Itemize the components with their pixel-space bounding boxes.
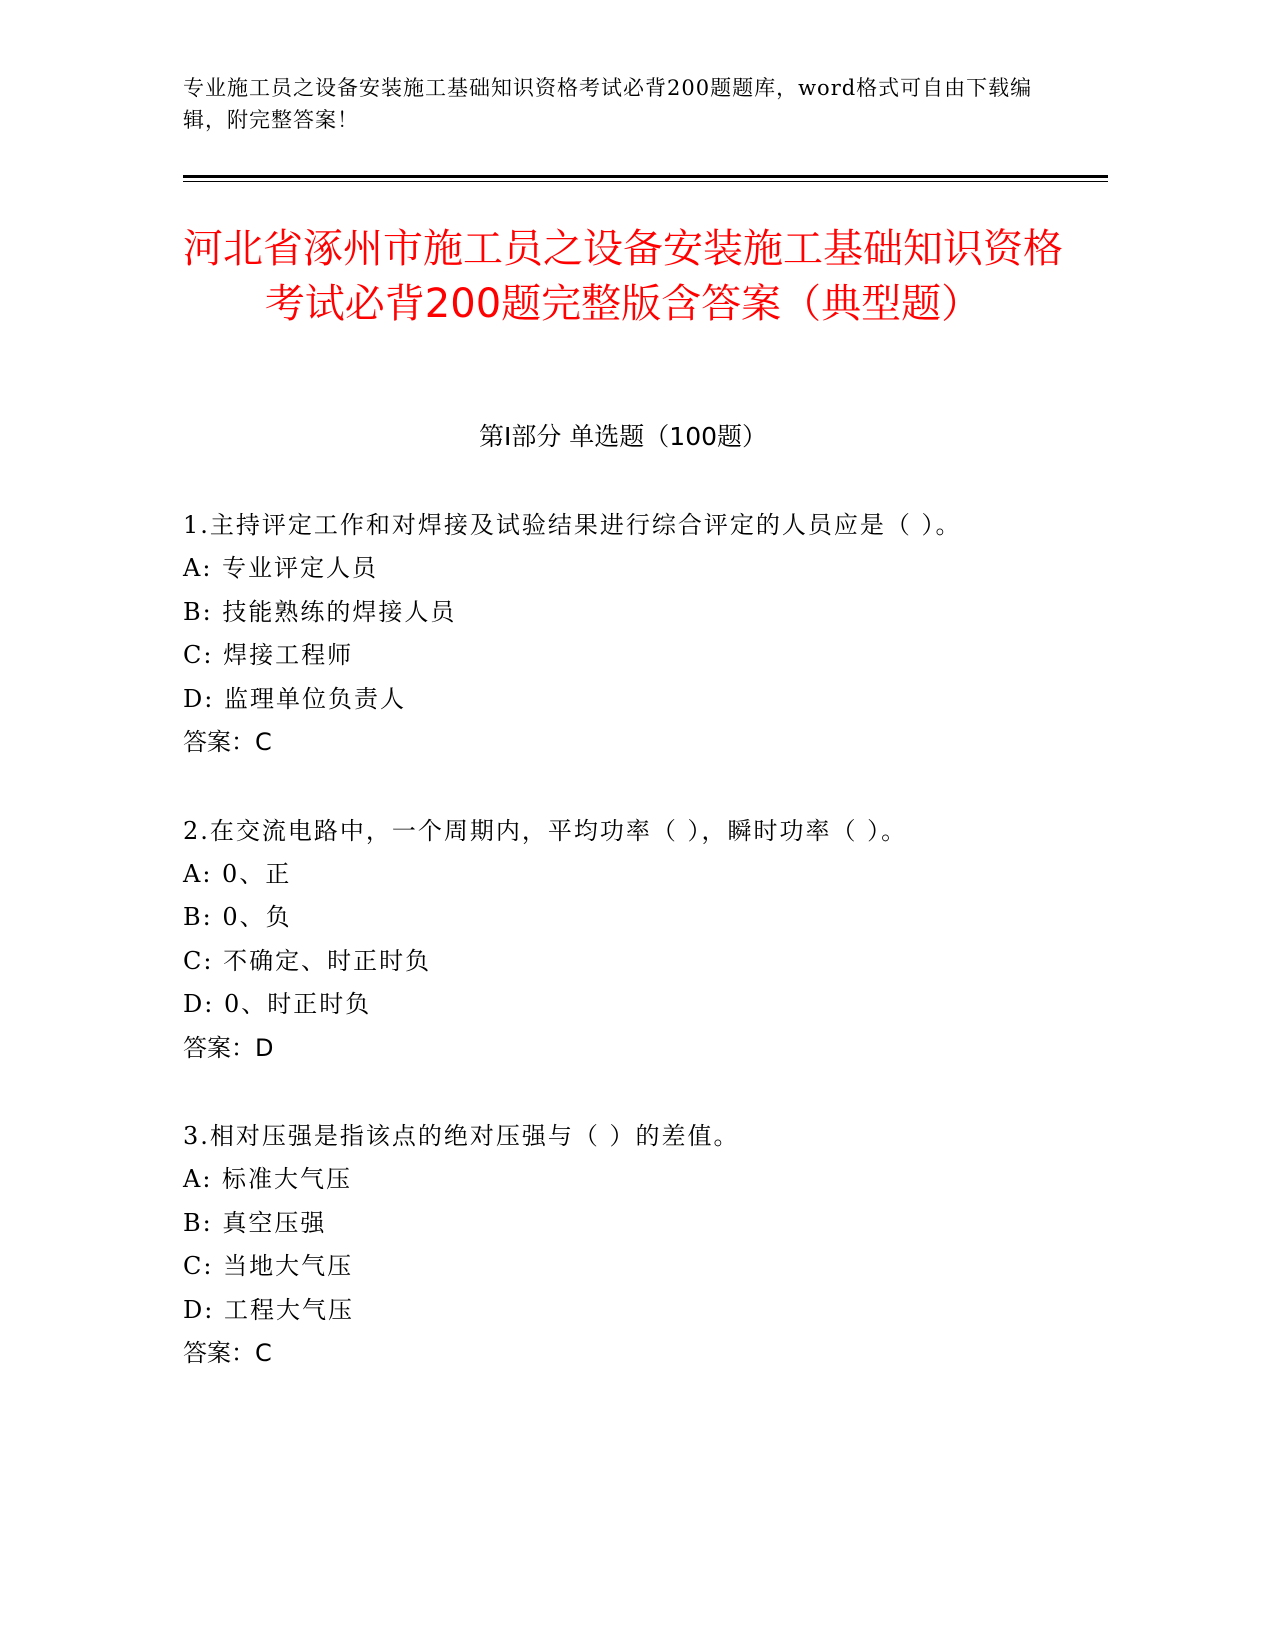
option-c: C: 不确定、时正时负 (183, 946, 432, 975)
question-1 (183, 503, 1083, 765)
question-3 (183, 1114, 1083, 1376)
question-stem: 2.在交流电路中，一个周期内，平均功率（ ），瞬时功率（ ）。 (183, 816, 908, 845)
option-a: A: 标准大气压 (183, 1165, 353, 1193)
option-a: A: 专业评定人员 (183, 554, 379, 582)
header-note: 专业施工员之设备安装施工基础知识资格考试必背200题题库，word格式可自由下载编辑，附完整答案！ (183, 76, 1033, 132)
document-title: 河北省涿州市施工员之设备安装施工基础知识资格考试必背200题完整版含答案（典型题） (183, 226, 1063, 327)
option-d: D: 监理单位负责人 (183, 684, 406, 713)
header-rule-thin (183, 181, 1108, 182)
option-d: D: 0、时正时负 (183, 990, 372, 1018)
answer-line: 答案：D (183, 1033, 274, 1062)
option-b: B: 真空压强 (183, 1208, 327, 1237)
question-list (183, 503, 1083, 1420)
option-b: B: 技能熟练的焊接人员 (183, 597, 457, 626)
answer-line: 答案：C (183, 728, 272, 756)
option-c: C: 当地大气压 (183, 1252, 354, 1280)
section-heading: 第I部分 单选题（100题） (478, 422, 768, 451)
question-2 (183, 809, 1083, 1071)
option-b: B: 0、负 (183, 903, 292, 931)
header-rule-thick (183, 175, 1108, 178)
answer-line: 答案：C (183, 1339, 272, 1367)
option-c: C: 焊接工程师 (183, 641, 354, 669)
option-a: A: 0、正 (183, 859, 292, 888)
question-stem: 1.主持评定工作和对焊接及试验结果进行综合评定的人员应是（ ）。 (183, 511, 962, 539)
question-stem: 3.相对压强是指该点的绝对压强与（ ）的差值。 (183, 1122, 740, 1150)
option-d: D: 工程大气压 (183, 1295, 354, 1324)
